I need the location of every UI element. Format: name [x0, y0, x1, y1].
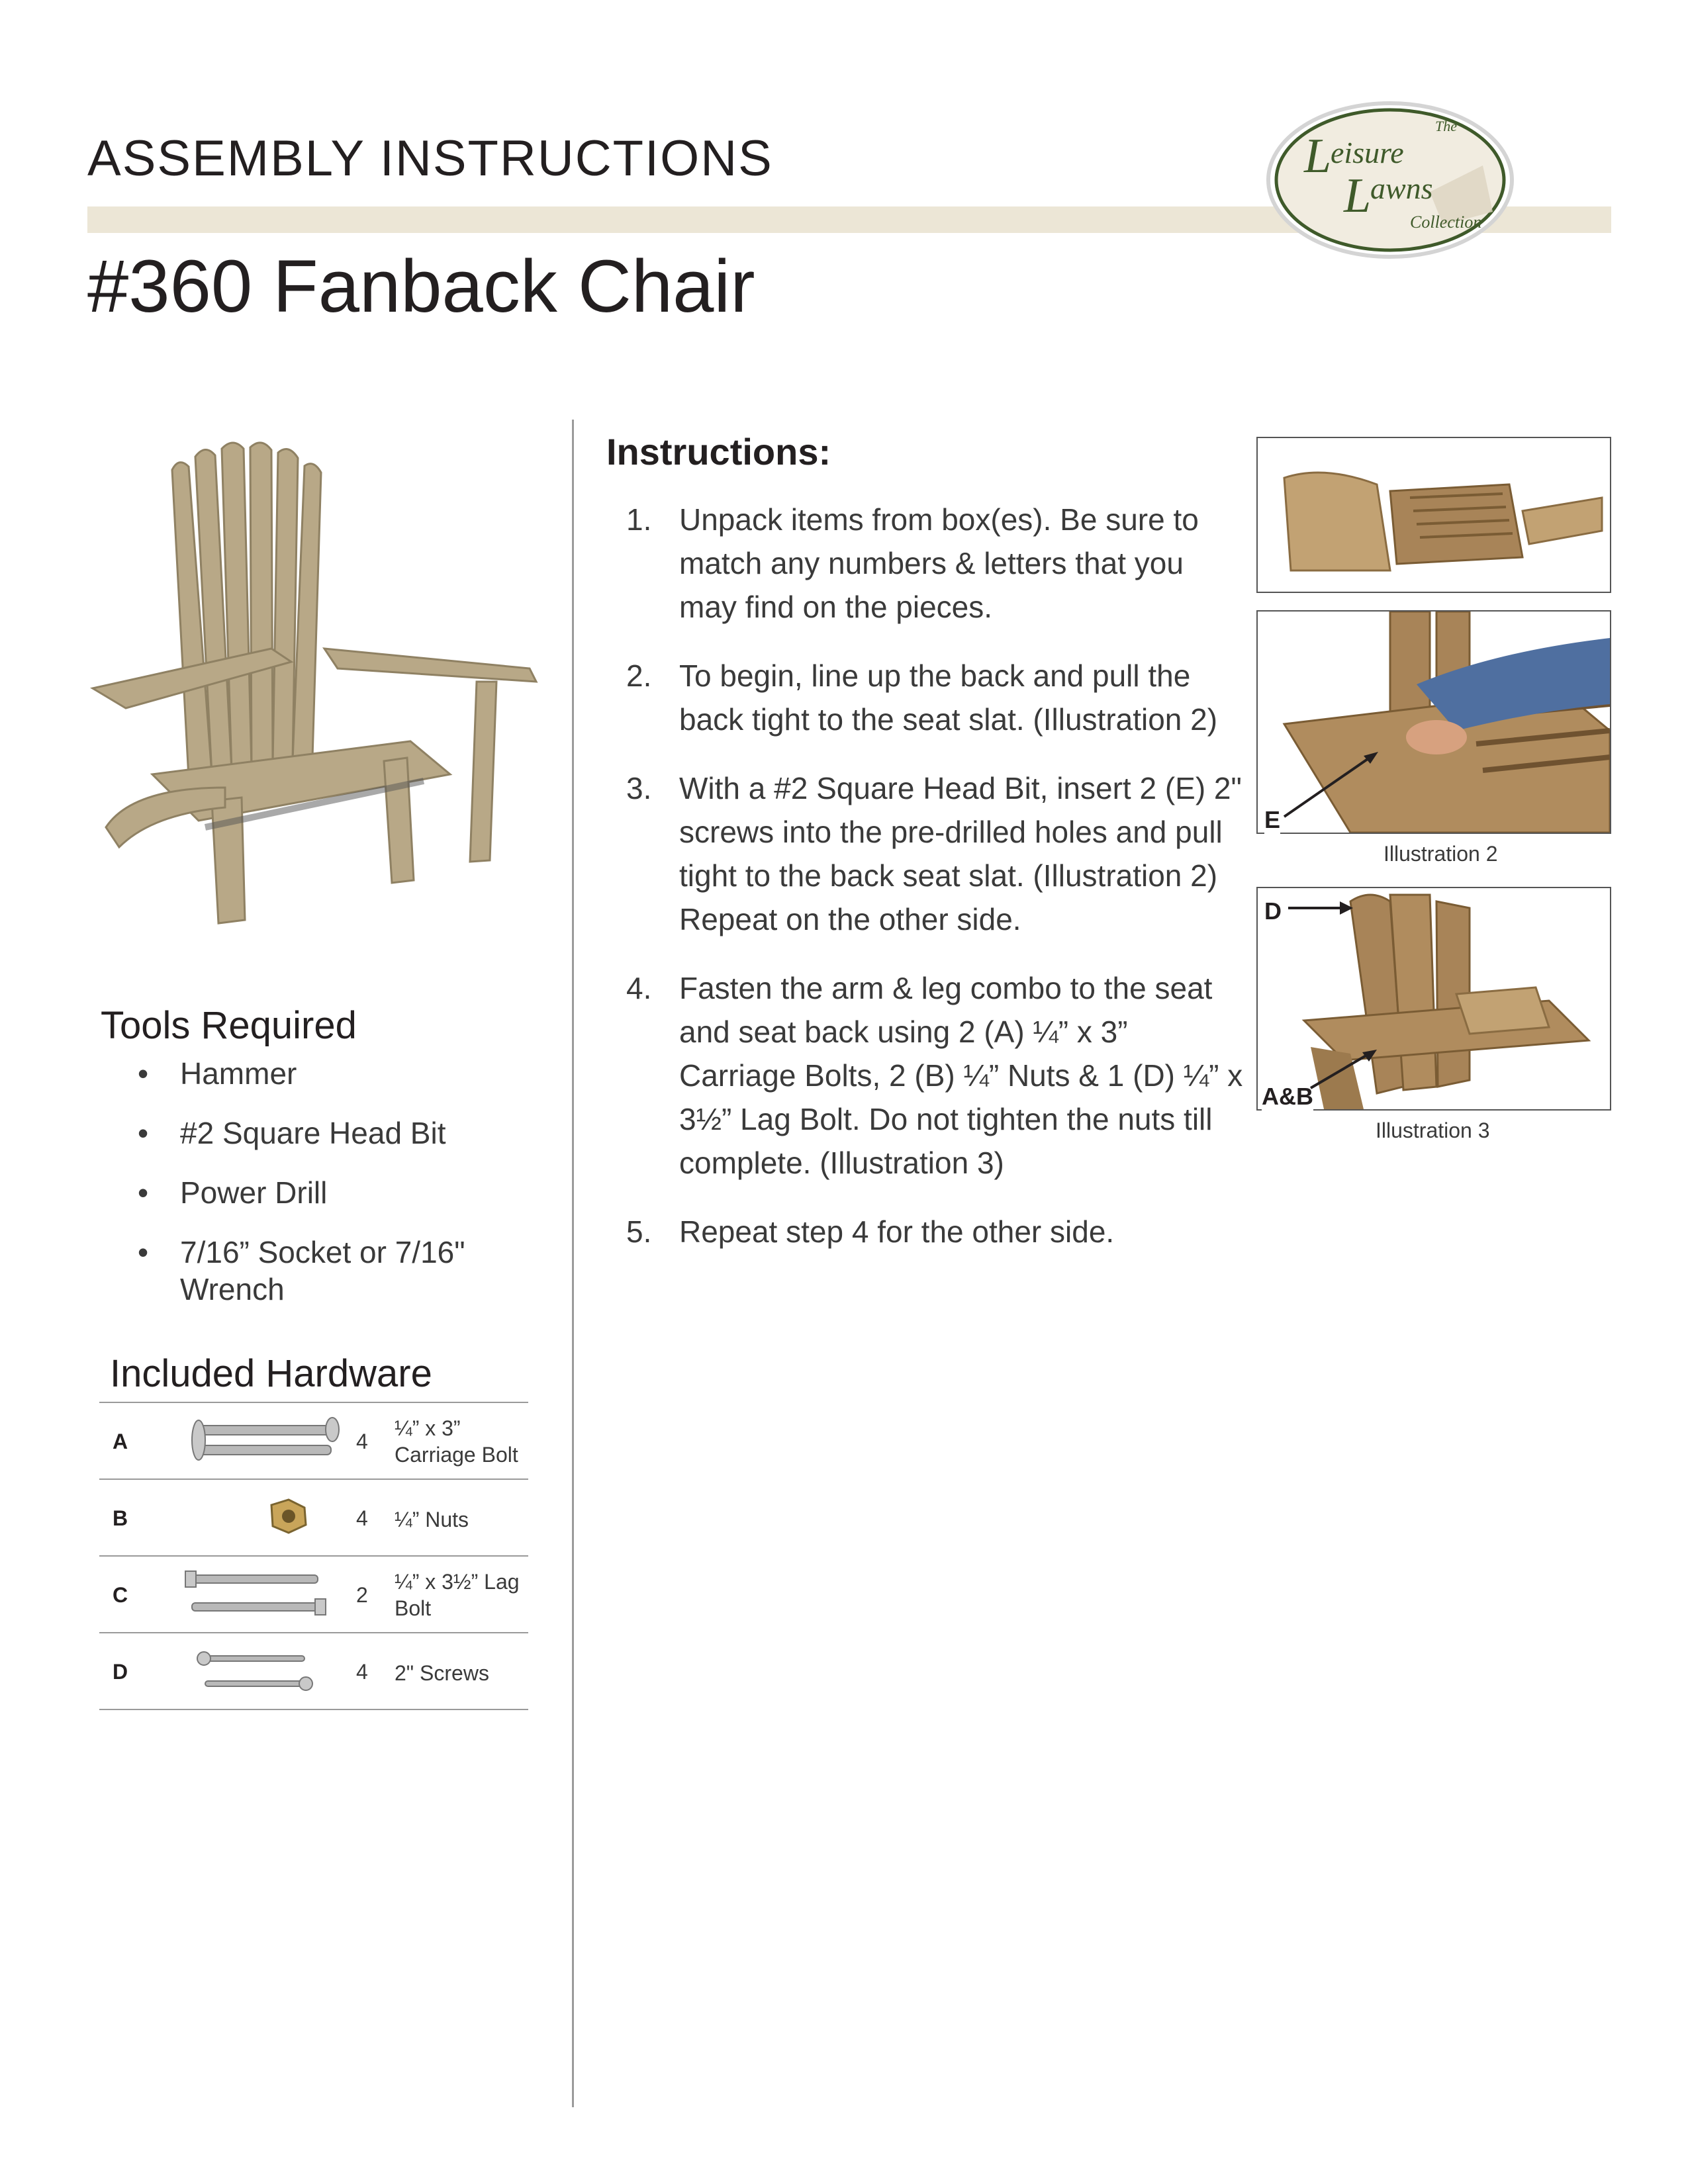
lag-bolt-image — [159, 1562, 410, 1627]
illustration-label-e: E — [1264, 806, 1281, 833]
hardware-row — [99, 1480, 528, 1557]
hardware-qty: 4 — [356, 1430, 368, 1453]
instruction-step — [626, 966, 1248, 1185]
tool-label: Power Drill — [180, 1175, 328, 1210]
hardware-letter: C — [113, 1583, 128, 1607]
leisure-lawns-logo — [1264, 99, 1516, 261]
tool-item — [138, 1234, 535, 1308]
hardware-qty: 2 — [356, 1583, 368, 1607]
chair-photo — [53, 430, 569, 940]
logo-word2: awns — [1370, 171, 1433, 205]
illustration-3-caption: Illustration 3 — [1376, 1118, 1490, 1142]
hardware-row — [99, 1557, 528, 1633]
tool-label: #2 Square Head Bit — [180, 1116, 446, 1150]
hardware-desc: ¼” Nuts — [395, 1508, 469, 1531]
carriage-bolt-image — [159, 1408, 410, 1473]
bullet-icon: • — [138, 1235, 149, 1269]
arrow-icon — [1288, 900, 1354, 916]
tools-heading: Tools Required — [101, 1004, 357, 1047]
instruction-step — [626, 498, 1248, 629]
bullet-icon: • — [138, 1116, 149, 1150]
tool-label: Hammer — [180, 1056, 297, 1091]
page-title: #360 Fanback Chair — [87, 245, 755, 328]
hardware-row — [99, 1403, 528, 1480]
hardware-desc: 2" Screws — [395, 1661, 489, 1685]
step-number: 1. — [626, 502, 652, 537]
column-divider — [572, 420, 574, 2107]
illustration-2-caption: Illustration 2 — [1383, 842, 1498, 866]
hardware-desc: ¼” x 3” Carriage Bolt — [395, 1416, 518, 1467]
hardware-table — [99, 1402, 528, 1710]
step-text: Repeat step 4 for the other side. — [679, 1214, 1115, 1249]
step-text: Fasten the arm & leg combo to the seat and seat back using 2 (A) ¼” x 3” Carriage Bolts, 2 (B) ¼” Nuts & 1 (D) ¼” x 3½” Lag Bolt. Do not tighten the nuts till complete. (Illustration 3) — [679, 971, 1243, 1180]
logo-word1: eisure — [1331, 136, 1404, 169]
step-text: With a #2 Square Head Bit, insert 2 (E) 2" screws into the pre-drilled holes and pull tight to the back seat slat. (Illustration 2) Repeat on the other side. — [679, 771, 1242, 936]
instruction-step — [626, 654, 1248, 741]
step-text: To begin, line up the back and pull the back tight to the seat slat. (Illustration 2) — [679, 659, 1218, 737]
bullet-icon: • — [138, 1056, 149, 1091]
screws-image — [159, 1639, 410, 1704]
hardware-row — [99, 1633, 528, 1710]
tools-list — [138, 1055, 535, 1330]
tool-item — [138, 1055, 535, 1092]
step-number: 2. — [626, 659, 652, 693]
hardware-qty: 4 — [356, 1506, 368, 1530]
illustration-1-drawing — [1258, 438, 1610, 592]
tool-label: 7/16” Socket or 7/16" Wrench — [180, 1235, 465, 1306]
hardware-letter: A — [113, 1430, 128, 1453]
logo-word3: Collection — [1410, 212, 1482, 232]
logo-cap1: L — [1304, 129, 1332, 183]
bullet-icon: • — [138, 1175, 149, 1210]
logo-the: The — [1435, 118, 1457, 134]
step-text: Unpack items from box(es). Be sure to match any numbers & letters that you may find on the pieces. — [679, 502, 1199, 624]
tool-item — [138, 1174, 535, 1211]
step-number: 5. — [626, 1214, 652, 1249]
instruction-step — [626, 1210, 1248, 1253]
hardware-letter: B — [113, 1506, 128, 1530]
section-title: ASSEMBLY INSTRUCTIONS — [87, 130, 773, 187]
illustration-label-ab: A&B — [1262, 1083, 1313, 1110]
nut-image — [159, 1485, 410, 1550]
step-number: 4. — [626, 971, 652, 1005]
hardware-letter: D — [113, 1660, 128, 1684]
arrow-icon — [1282, 748, 1381, 821]
hardware-desc: ¼” x 3½” Lag Bolt — [395, 1570, 520, 1620]
hardware-heading: Included Hardware — [110, 1352, 432, 1395]
instruction-step — [626, 766, 1248, 941]
arrow-icon — [1308, 1046, 1381, 1092]
tool-item — [138, 1115, 535, 1152]
illustration-label-d: D — [1264, 897, 1282, 925]
illustration-1 — [1256, 437, 1611, 593]
hardware-qty: 4 — [356, 1660, 368, 1684]
step-number: 3. — [626, 771, 652, 805]
instructions-heading: Instructions: — [606, 431, 831, 473]
logo-cap2: L — [1344, 169, 1372, 223]
instruction-steps — [626, 498, 1248, 1279]
